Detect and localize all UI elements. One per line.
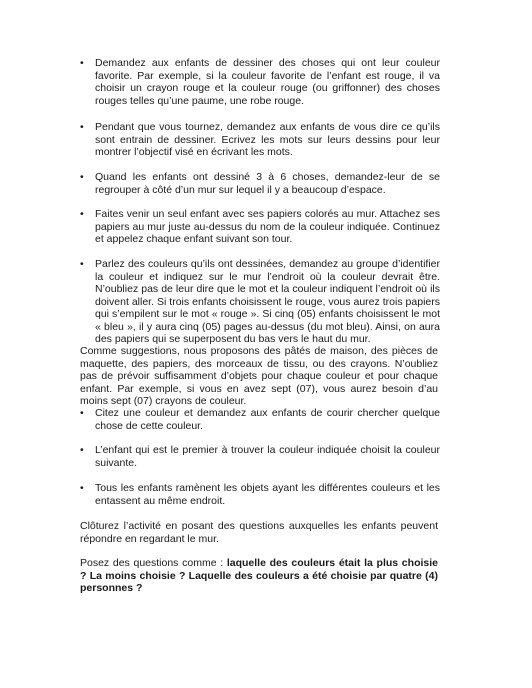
bullet-text: L’enfant qui est le premier à trouver la couleur indiquée choisit la couleur suivante. [95,444,440,469]
questions-lead: Posez des questions comme : [80,557,227,569]
bullet-icon: • [80,482,84,494]
bullet-icon: • [80,258,84,270]
bullet-icon: • [80,407,84,419]
bullet-text: Tous les enfants ramènent les objets ayant les différentes couleurs et les entassent au même endroit. [95,482,440,507]
bullet-text: Parlez des couleurs qu’ils ont dessinées, demandez au groupe d’identifier la couleur et indiquez sur le mur l’endroit où la couleur devrait être. N’oubliez pas de leur dire que le mot et la couleur indiquent l’endroit où ils doivent aller. Si trois enfants choisissent le rouge, vous aurez trois papiers qui s’empilent sur le mot « rouge ». Si cinq (05) enfants choisissent le mot « bleu », il y aura cinq (05) pages au-dessus (du mot bleu). Ainsi, on aura des papiers qui se superposent du bas vers le haut du mur. [95,258,440,345]
bullet-text: Citez une couleur et demandez aux enfants de courir chercher quelque chose de cette couleur. [95,407,440,432]
closing-paragraph: Clôturez l’activité en posant des questions auxquelles les enfants peuvent répondre en regardant le mur. [80,520,438,545]
questions-bold-text: laquelle des couleurs était la plus choisie ? La moins choisie ? Laquelle des couleurs a été choisie par quatre (4) personnes ? [80,557,438,594]
bullet-icon: • [80,57,84,69]
bullet-icon: • [80,444,84,456]
bullet-text: Quand les enfants ont dessiné 3 à 6 choses, demandez-leur de se regrouper à côté d’un mur sur lequel il y a beaucoup d’espace. [95,171,440,196]
suggestions-paragraph: Comme suggestions, nous proposons des pâtés de maison, des pièces de maquette, des papiers, des morceaux de tissu, ou des crayons. N’oubliez pas de prévoir suffisamment d’objets pour chaque couleur et pour chaque enfant. Par exemple, si vous en avez sept (07), vous aurez besoin d’au moins sept (07) crayons de couleur. [80,345,438,407]
bullet-icon: • [80,121,84,133]
bullet-icon: • [80,171,84,183]
questions-paragraph [80,557,438,595]
bullet-text: Pendant que vous tournez, demandez aux enfants de vous dire ce qu’ils sont entrain de dessiner. Ecrivez les mots sur leurs dessins pour leur montrer l’objectif visé en écrivant les mots. [95,121,440,158]
bullet-icon: • [80,208,84,220]
bullet-text: Faites venir un seul enfant avec ses papiers colorés au mur. Attachez ses papiers au mur juste au-dessus du nom de la couleur indiquée. Continuez et appelez chaque enfant suivant son tour. [95,208,440,245]
bullet-text: Demandez aux enfants de dessiner des choses qui ont leur couleur favorite. Par exemple, si la couleur favorite de l’enfant est rouge, il va choisir un crayon rouge et la couleur rouge (ou griffonner) des choses rouges telles qu’une paume, une robe rouge. [95,57,440,107]
